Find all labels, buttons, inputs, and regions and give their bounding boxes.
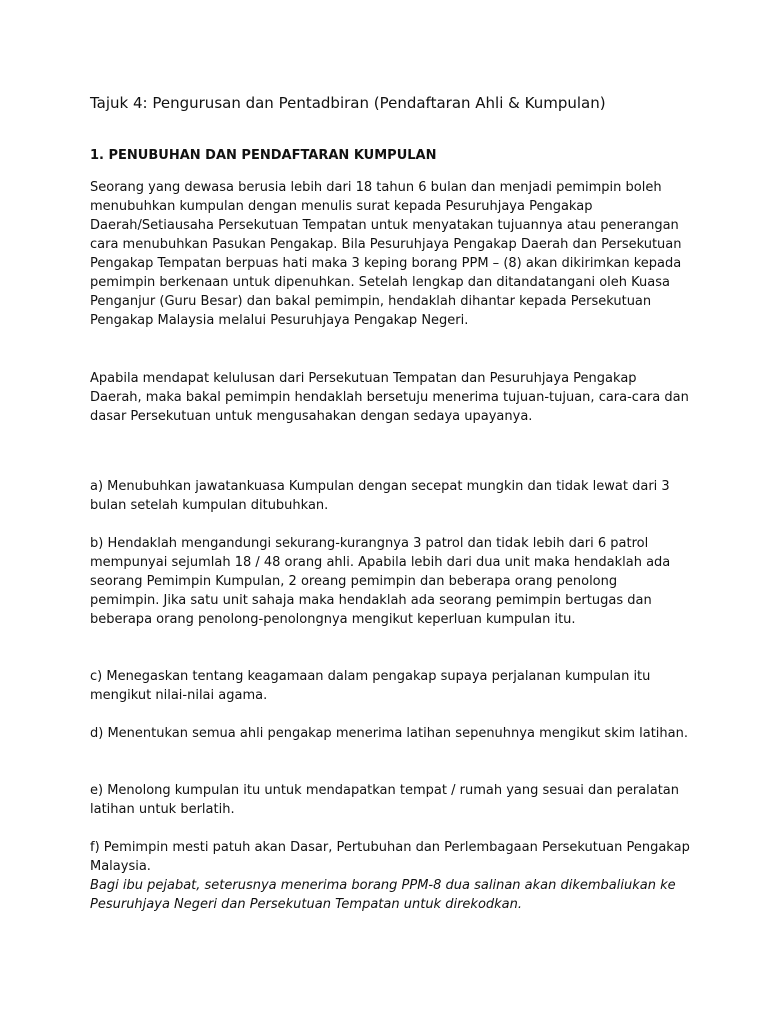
section-heading: 1. PENUBUHAN DAN PENDAFTARAN KUMPULAN: [90, 148, 437, 163]
document-title: Tajuk 4: Pengurusan dan Pentadbiran (Pendaftaran Ahli & Kumpulan): [90, 94, 606, 112]
list-item-b: b) Hendaklah mengandungi sekurang-kurangnya 3 patrol dan tidak lebih dari 6 patrol mempunyai sejumlah 18 / 48 orang ahli. Apabila lebih dari dua unit maka hendaklah ada seorang Pemimpin Kumpulan, 2 oreang pemimpin dan beberapa orang penolong pemimpin. Jika satu unit sahaja maka hendaklah ada seorang pemimpin bertugas dan beberapa orang penolong-penolongnya mengikut keperluan kumpulan itu.: [90, 536, 671, 627]
list-item-d: d) Menentukan semua ahli pengakap menerima latihan sepenuhnya mengikut skim latihan.: [90, 726, 688, 741]
intro-paragraph: Seorang yang dewasa berusia lebih dari 18 tahun 6 bulan dan menjadi pemimpin boleh menubuhkan kumpulan dengan menulis surat kepada Pesuruhjaya Pengakap Daerah/Setiausaha Persekutuan Tempatan untuk menyatakan tujuannya atau penerangan cara menubuhkan Pasukan Pengakap. Bila Pesuruhjaya Pengakap Daerah dan Persekutuan Pengakap Tempatan berpuas hati maka 3 keping borang PPM – (8) akan dikirimkan kepada pemimpin berkenaan untuk dipenuhkan. Setelah lengkap dan ditandatangani oleh Kuasa Penganjur (Guru Besar) dan bakal pemimpin, hendaklah dihantar kepada Persekutuan Pengakap Malaysia melalui Pesuruhjaya Pengakap Negeri.: [90, 180, 682, 328]
list-item-c: c) Menegaskan tentang keagamaan dalam pengakap supaya perjalanan kumpulan itu mengikut nilai-nilai agama.: [90, 669, 651, 703]
list-item-f-block: [90, 838, 690, 914]
list-item-e: e) Menolong kumpulan itu untuk mendapatkan tempat / rumah yang sesuai dan peralatan latihan untuk berlatih.: [90, 783, 680, 817]
list-item-a: a) Menubuhkan jawatankuasa Kumpulan dengan secepat mungkin dan tidak lewat dari 3 bulan setelah kumpulan ditubuhkan.: [90, 479, 670, 513]
list-item-f: f) Pemimpin mesti patuh akan Dasar, Pertubuhan dan Perlembagaan Persekutuan Pengakap Malaysia.: [90, 840, 690, 874]
list-item-f-note: Bagi ibu pejabat, seterusnya menerima borang PPM-8 dua salinan akan dikembaliukan ke Pesuruhjaya Negeri dan Persekutuan Tempatan untuk direkodkan.: [90, 878, 676, 912]
approval-paragraph: Apabila mendapat kelulusan dari Persekutuan Tempatan dan Pesuruhjaya Pengakap Daerah, maka bakal pemimpin hendaklah bersetuju menerima tujuan-tujuan, cara-cara dan dasar Persekutuan untuk mengusahakan dengan sedaya upayanya.: [90, 371, 689, 424]
